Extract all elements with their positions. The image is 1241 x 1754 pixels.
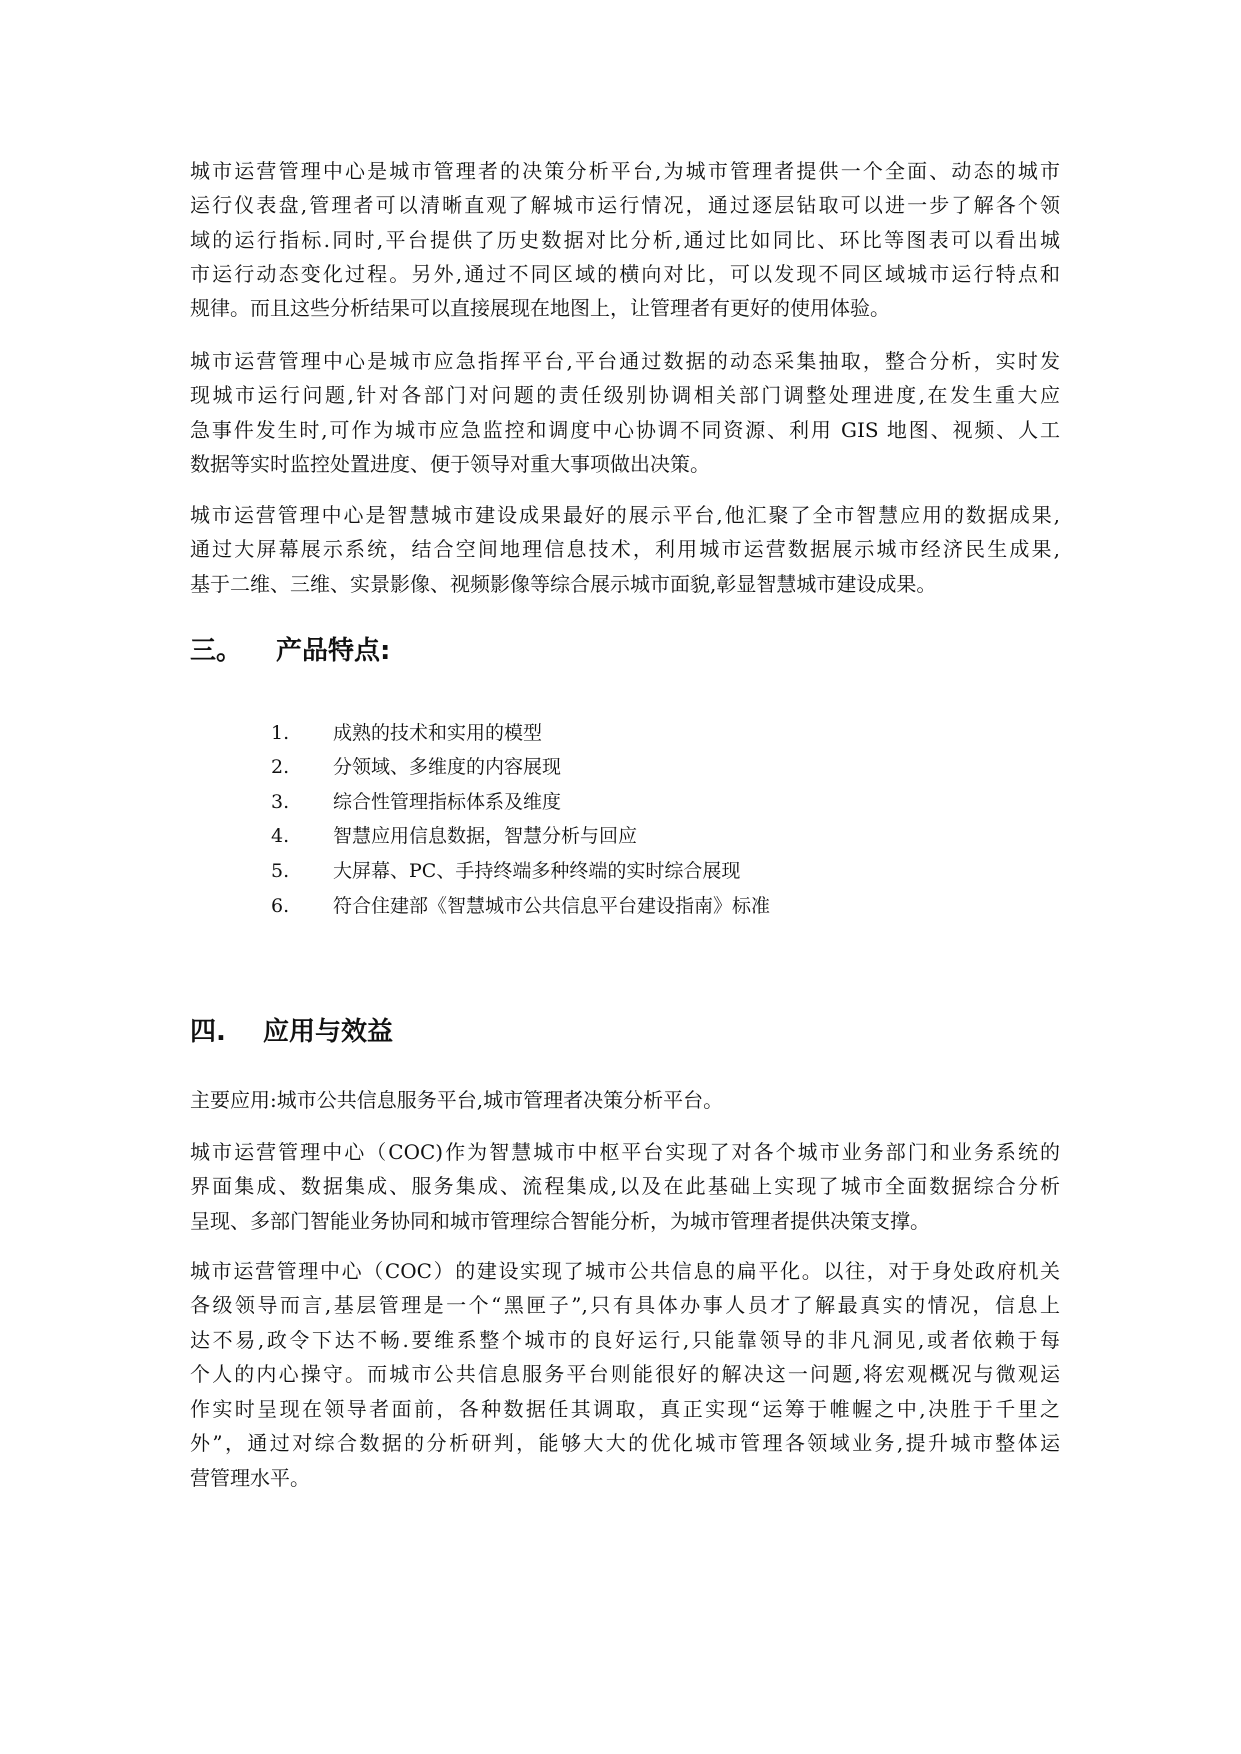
paragraph-line: 通过大屏幕展示系统，结合空间地理信息技术，利用城市运营数据展示城市经济民生成果, — [190, 537, 1060, 561]
paragraph-line: 现城市运行问题,针对各部门对问题的责任级别协调相关部门调整处理进度,在发生重大应 — [190, 383, 1060, 407]
list-item-text: 成熟的技术和实用的模型 — [333, 722, 543, 744]
paragraph-line: 作实时呈现在领导者面前，各种数据任其调取，真正实现“运筹于帷幄之中,决胜于千里之 — [190, 1397, 1060, 1421]
paragraph-line: 数据等实时监控处置进度、便于领导对重大事项做出决策。 — [190, 452, 710, 476]
paragraph-line: 城市运营管理中心是城市应急指挥平台,平台通过数据的动态采集抽取，整合分析，实时发 — [190, 349, 1060, 373]
list-item-text: 综合性管理指标体系及维度 — [333, 791, 562, 813]
list-item-number: 6. — [271, 895, 290, 917]
list-item-number: 1. — [271, 722, 290, 744]
list-item-number: 3. — [271, 791, 290, 813]
list-item-number: 4. — [271, 825, 290, 847]
paragraph-line: 域的运行指标.同时,平台提供了历史数据对比分析,通过比如同比、环比等图表可以看出城 — [190, 228, 1060, 252]
paragraph-line: 呈现、多部门智能业务协同和城市管理综合智能分析，为城市管理者提供决策支撑。 — [190, 1209, 930, 1233]
list-item-number: 2. — [271, 756, 290, 778]
list-item-number: 5. — [271, 860, 290, 882]
paragraph-line: 市运行动态变化过程。另外,通过不同区域的横向对比，可以发现不同区域城市运行特点和 — [190, 262, 1060, 286]
paragraph-line: 个人的内心操守。而城市公共信息服务平台则能很好的解决这一问题,将宏观概况与微观运 — [190, 1362, 1060, 1386]
paragraph-line: 城市运营管理中心是智慧城市建设成果最好的展示平台,他汇聚了全市智慧应用的数据成果, — [190, 503, 1060, 527]
paragraph-line: 主要应用:城市公共信息服务平台,城市管理者决策分析平台。 — [190, 1088, 724, 1112]
paragraph-line: 规律。而且这些分析结果可以直接展现在地图上，让管理者有更好的使用体验。 — [190, 296, 890, 320]
paragraph-line: 营管理水平。 — [190, 1466, 310, 1490]
paragraph-line: 达不易,政令下达不畅.要维系整个城市的良好运行,只能靠领导的非凡洞见,或者依赖于每 — [190, 1328, 1060, 1352]
list-item-text: 大屏幕、PC、手持终端多种终端的实时综合展现 — [333, 860, 741, 882]
paragraph-line: 城市运营管理中心（COC)作为智慧城市中枢平台实现了对各个城市业务部门和业务系统的 — [190, 1140, 1060, 1164]
section-4-number: 四. — [190, 1017, 226, 1047]
paragraph-line: 城市运营管理中心是城市管理者的决策分析平台,为城市管理者提供一个全面、动态的城市 — [190, 159, 1060, 183]
paragraph-line: 各级领导而言,基层管理是一个“黑匣子”,只有具体办事人员才了解最真实的情况，信息上 — [190, 1293, 1060, 1317]
paragraph-line: 急事件发生时,可作为城市应急监控和调度中心协调不同资源、利用 GIS 地图、视频、人工 — [190, 418, 1060, 442]
list-item-text: 智慧应用信息数据，智慧分析与回应 — [333, 825, 638, 847]
paragraph-line: 外”，通过对综合数据的分析研判，能够大大的优化城市管理各领域业务,提升城市整体运 — [190, 1431, 1060, 1455]
paragraph-line: 城市运营管理中心（COC）的建设实现了城市公共信息的扁平化。以往，对于身处政府机关 — [190, 1259, 1060, 1283]
paragraph-line: 界面集成、数据集成、服务集成、流程集成,以及在此基础上实现了城市全面数据综合分析 — [190, 1174, 1060, 1198]
section-3-number: 三。 — [190, 636, 243, 666]
list-item-text: 符合住建部《智慧城市公共信息平台建设指南》标准 — [333, 895, 771, 917]
paragraph-line: 运行仪表盘,管理者可以清晰直观了解城市运行情况，通过逐层钻取可以进一步了解各个领 — [190, 193, 1060, 217]
section-4-title: 应用与效益 — [263, 1017, 394, 1047]
paragraph-line: 基于二维、三维、实景影像、视频影像等综合展示城市面貌,彰显智慧城市建设成果。 — [190, 572, 937, 596]
list-item-text: 分领域、多维度的内容展现 — [333, 756, 562, 778]
section-3-title: 产品特点: — [276, 636, 391, 666]
